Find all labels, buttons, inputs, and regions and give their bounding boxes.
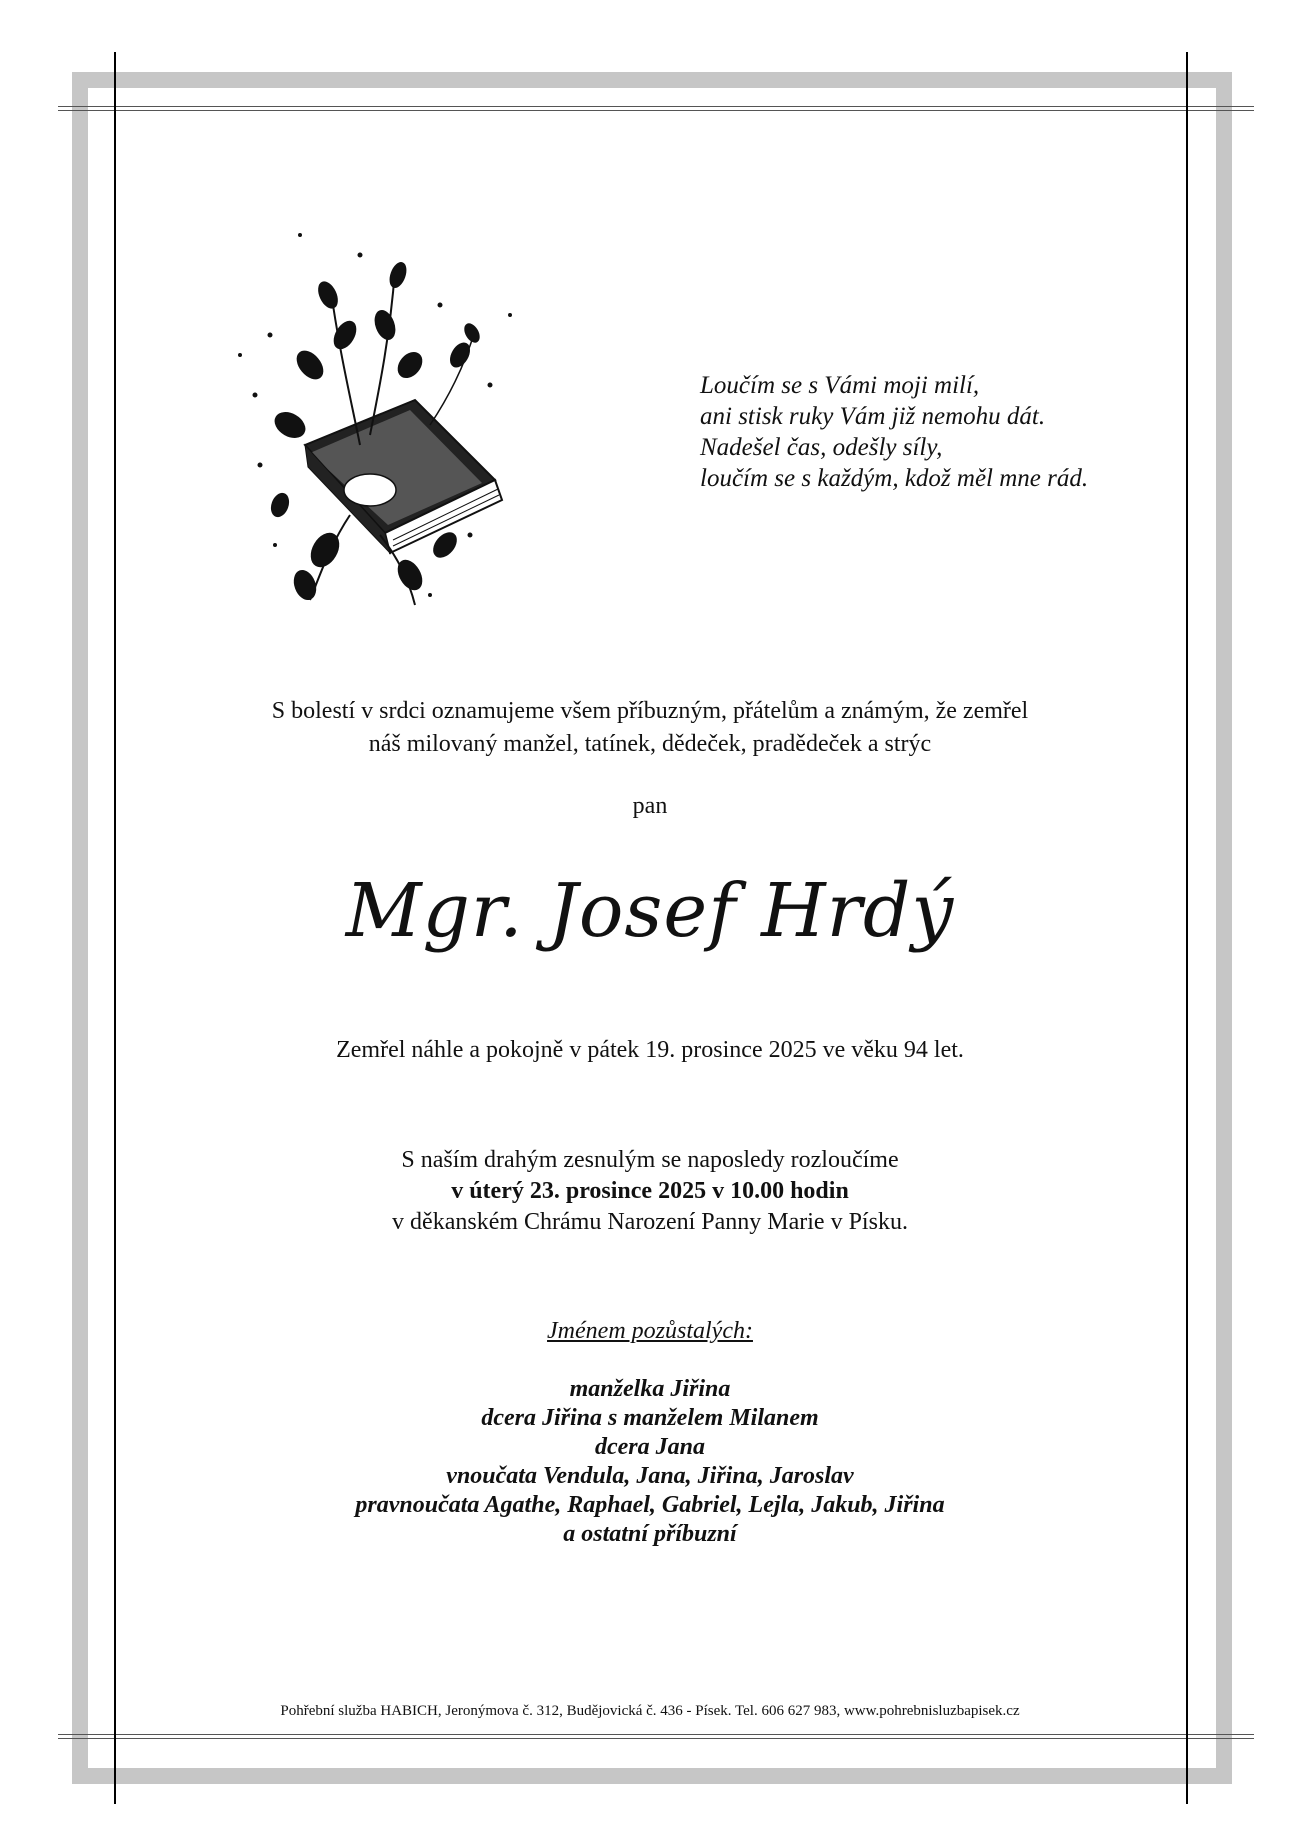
mourner-line: dcera Jiřina s manželem Milanem xyxy=(481,1405,819,1431)
mourners-heading xyxy=(120,1318,1180,1345)
honorific: pan xyxy=(632,793,668,819)
death-notice: Zemřel náhle a pokojně v pátek 19. prosince 2025 ve věku 94 let. xyxy=(336,1037,964,1063)
death-announcement xyxy=(120,695,1180,761)
funeral-location: v děkanském Chrámu Narození Panny Marie v Písku. xyxy=(392,1209,908,1235)
announcement-line: S bolestí v srdci oznamujeme všem příbuzným, přátelům a známým, že zemřel xyxy=(271,698,1029,724)
right-rule xyxy=(1186,52,1188,1804)
bottom-rule xyxy=(58,1734,1254,1739)
funeral-intro: S naším drahým zesnulým se naposledy rozloučíme xyxy=(401,1147,899,1173)
poem-line: loučím se s každým, kdož měl mne rád. xyxy=(700,465,1089,492)
farewell-poem xyxy=(700,370,1160,494)
mourners-heading-text: Jménem pozůstalých: xyxy=(547,1318,753,1344)
mourner-line: pravnoučata Agathe, Raphael, Gabriel, Lejla, Jakub, Jiřina xyxy=(355,1492,945,1518)
mourner-line: a ostatní příbuzní xyxy=(563,1521,737,1547)
poem-line: Loučím se s Vámi moji milí, xyxy=(700,372,980,399)
poem-line: Nadešel čas, odešly síly, xyxy=(700,434,943,461)
mourner-line: dcera Jana xyxy=(595,1434,705,1460)
mourner-line: manželka Jiřina xyxy=(569,1376,731,1402)
top-rule xyxy=(58,106,1254,111)
book-with-flowers-icon xyxy=(210,215,520,615)
funeral-service-footer: Pohřební služba HABICH, Jeronýmova č. 312, Budějovická č. 436 - Písek. Tel. 606 627 983, www.pohrebnisluzbapisek.cz xyxy=(280,1703,1020,1719)
poem-line: ani stisk ruky Vám již nemohu dát. xyxy=(700,403,1046,430)
deceased-name: Mgr. Josef Hrdý xyxy=(345,868,955,954)
announcement-line: náš milovaný manžel, tatínek, dědeček, pradědeček a strýc xyxy=(368,731,932,757)
funeral-info xyxy=(120,1145,1180,1238)
left-rule xyxy=(114,52,116,1804)
mourner-line: vnoučata Vendula, Jana, Jiřina, Jaroslav xyxy=(446,1463,854,1489)
funeral-date-time: v úterý 23. prosince 2025 v 10.00 hodin xyxy=(451,1178,849,1204)
mourners-list xyxy=(120,1375,1180,1549)
